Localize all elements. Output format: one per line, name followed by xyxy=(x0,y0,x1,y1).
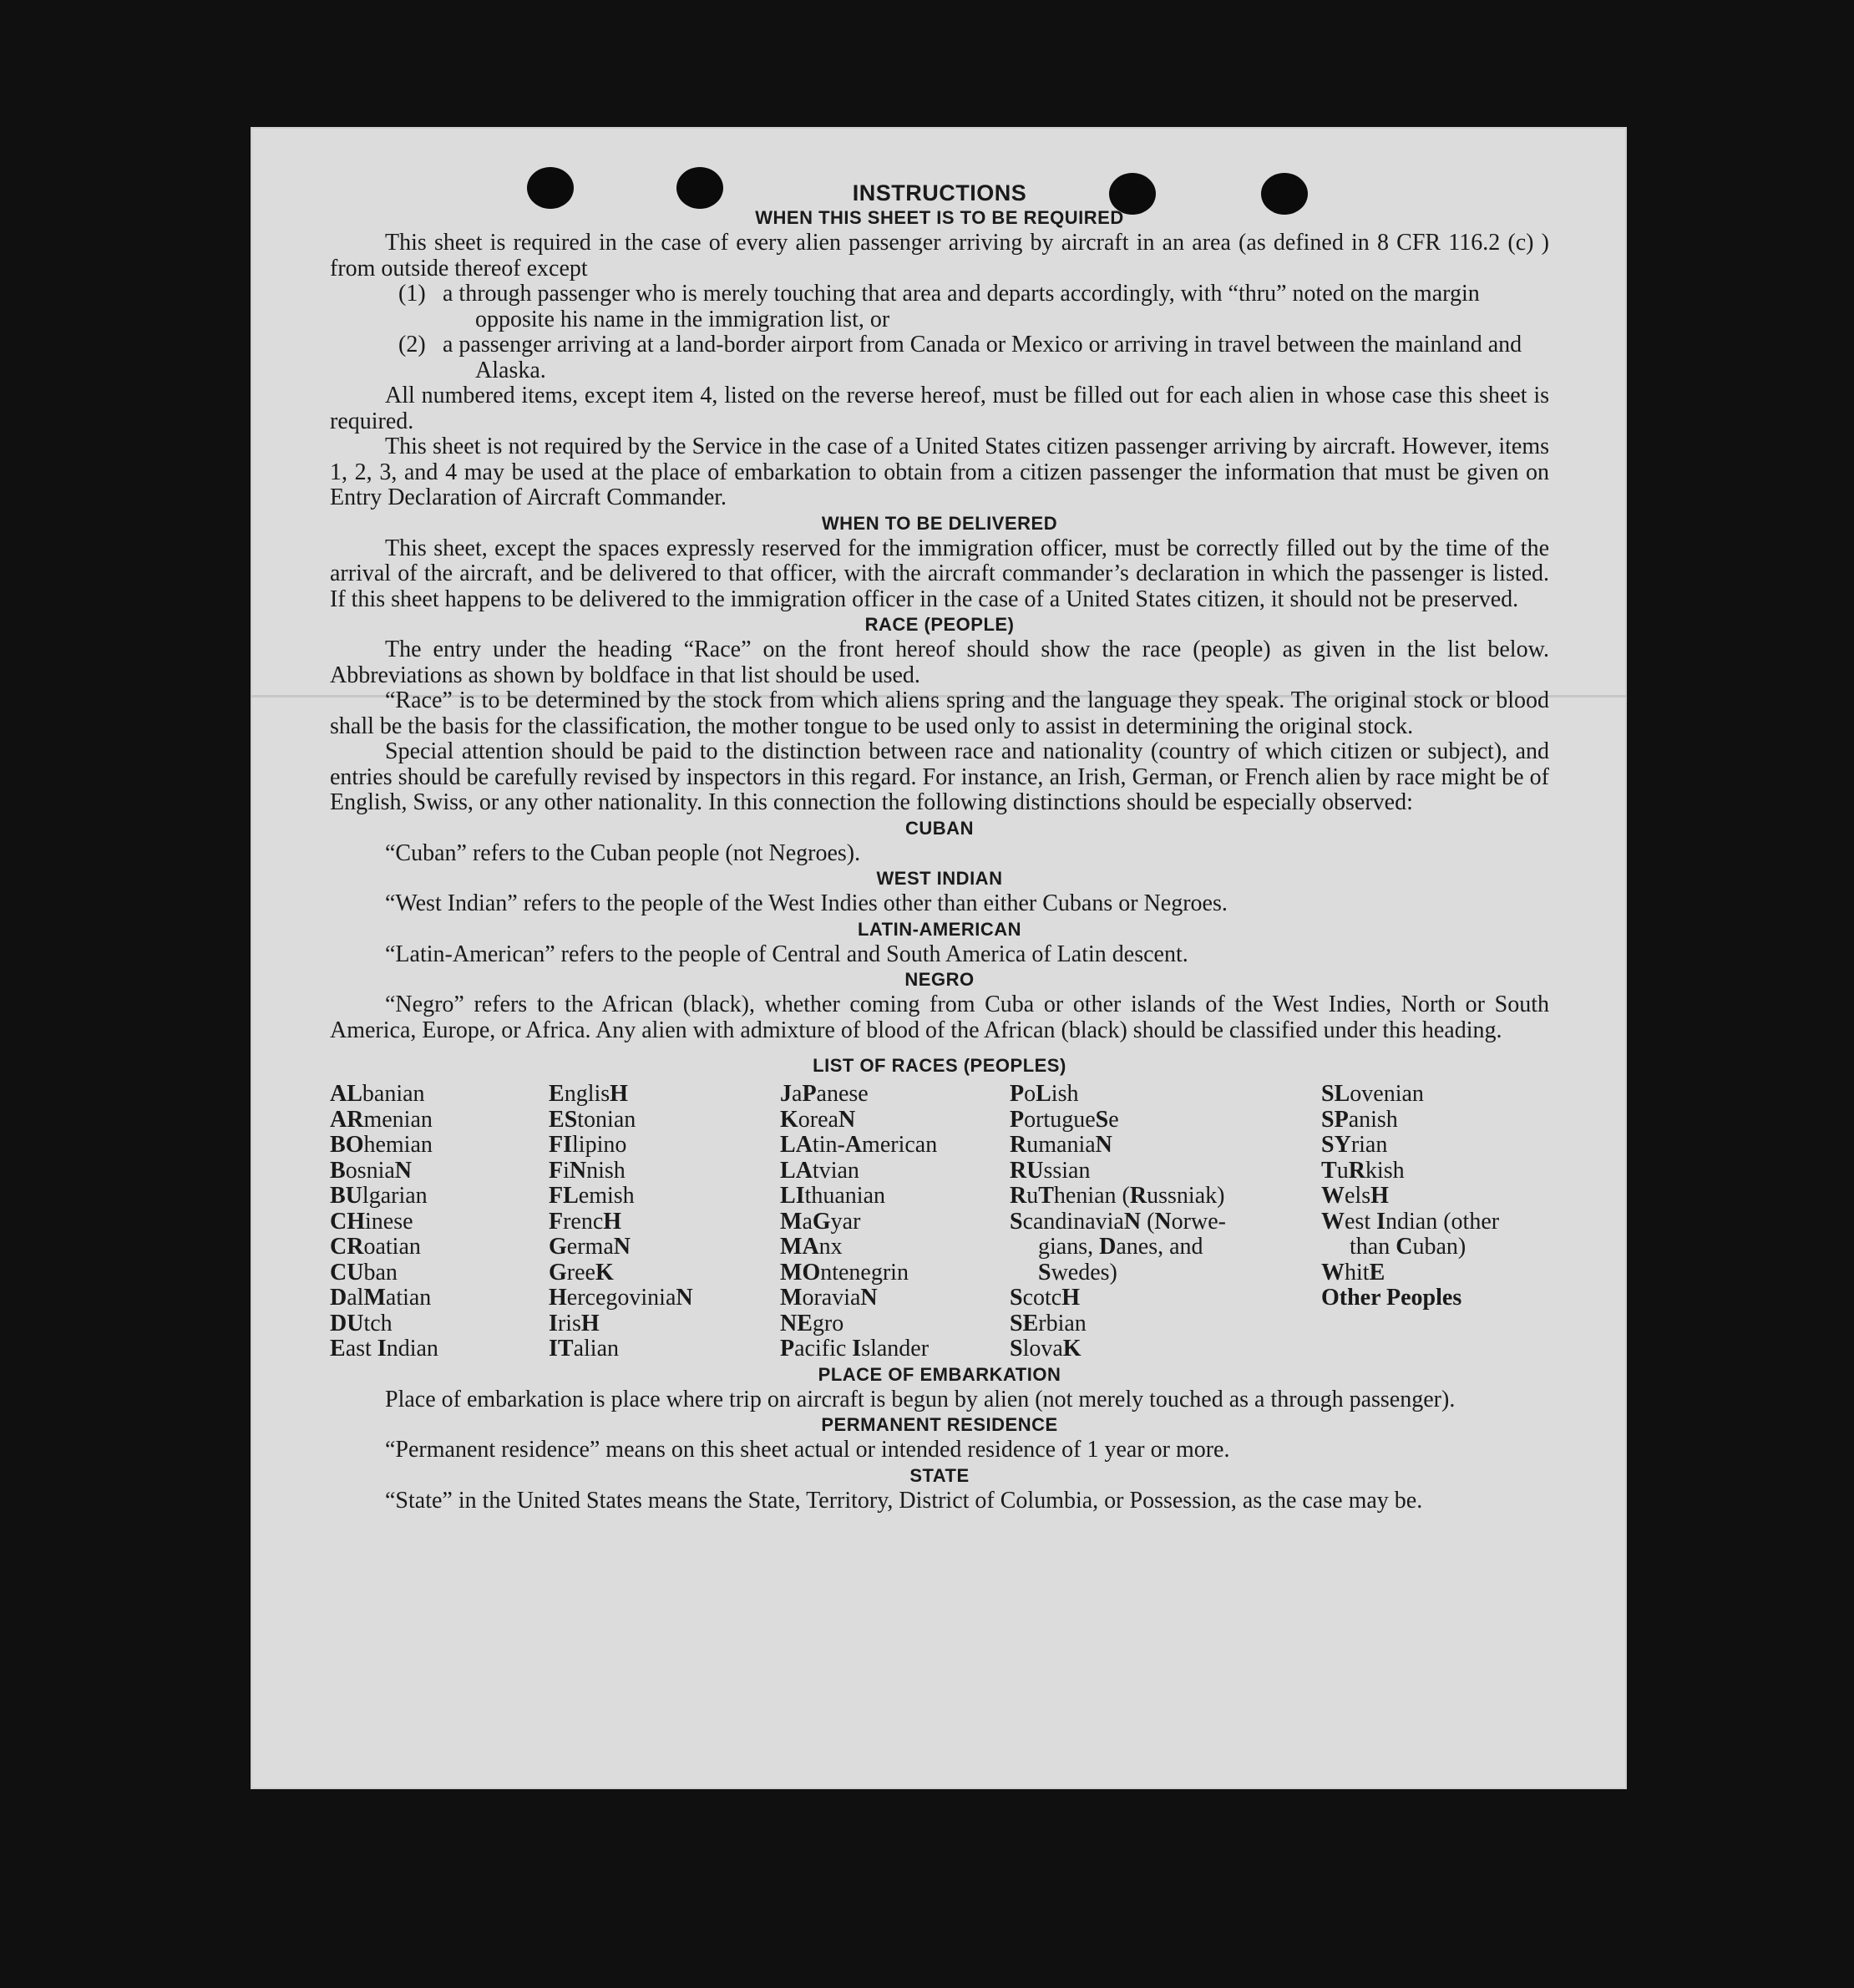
race-entry: RumaniaN xyxy=(1010,1132,1112,1158)
race-entry: East Indian xyxy=(330,1336,438,1362)
heading-place-of-embarkation: PLACE OF EMBARKATION xyxy=(818,1363,1061,1385)
paragraph: “Cuban” refers to the Cuban people (not Negroes). xyxy=(385,839,861,866)
heading-state: STATE xyxy=(909,1464,970,1486)
race-entry: MoraviaN xyxy=(780,1285,878,1311)
paragraph: Place of embarkation is place where trip on aircraft is begun by alien (not merely touched as a through passenger). xyxy=(385,1386,1456,1412)
race-entry: ScandinaviaN (Norwe- xyxy=(1010,1208,1226,1235)
race-entry: MAnx xyxy=(780,1234,843,1260)
races-column xyxy=(1321,1082,1549,1362)
race-entry: DUtch xyxy=(330,1310,393,1336)
race-entry: ALbanian xyxy=(330,1081,425,1107)
heading-permanent-residence: PERMANENT RESIDENCE xyxy=(821,1414,1058,1435)
paragraph: “Latin-American” refers to the people of Central and South America of Latin descent. xyxy=(385,941,1188,967)
race-entry: CUban xyxy=(330,1259,398,1286)
race-entry: LAtvian xyxy=(780,1157,859,1184)
race-entry: DalMatian xyxy=(330,1285,432,1311)
instructions-content xyxy=(330,180,1549,1514)
heading-when-required: WHEN THIS SHEET IS TO BE REQUIRED xyxy=(755,207,1124,228)
item-number: (1) xyxy=(398,281,426,307)
race-entry: MaGyar xyxy=(780,1208,861,1235)
race-entry: EnglisH xyxy=(549,1081,628,1107)
race-entry: RUssian xyxy=(1010,1157,1091,1184)
race-entry: BUlgarian xyxy=(330,1183,428,1209)
race-entry: SLovenian xyxy=(1321,1081,1424,1107)
race-entry: WhitE xyxy=(1321,1259,1385,1286)
paragraph: This sheet, except the spaces expressly reserved for the immigration officer, must be correctly filled out by the time of the arrival of the aircraft, and be delivered to that officer, with the aircraft commander’s declaration in which the passenger is listed. If this sheet happens to be delivered to the immigration officer in the case of a United States citizen, it should not be preserved. xyxy=(330,535,1549,612)
paragraph: “Negro” refers to the African (black), whether coming from Cuba or other islands of the West Indies, North or South America, Europe, or Africa. Any alien with admixture of blood of the African (black) should be classified under this heading. xyxy=(330,991,1549,1043)
exception-item xyxy=(398,332,1549,383)
heading-list-of-races: LIST OF RACES (PEOPLES) xyxy=(813,1055,1066,1076)
race-entry: IrisH xyxy=(549,1310,600,1336)
heading-latin-american: LATIN-AMERICAN xyxy=(857,918,1021,940)
race-entry: than Cuban) xyxy=(1350,1234,1466,1260)
race-entry: WelsH xyxy=(1321,1183,1389,1209)
race-entry: FIlipino xyxy=(549,1132,627,1158)
paragraph: “Race” is to be determined by the stock from which aliens spring and the language they speak. The original stock or blood shall be the basis for the classification, the mother tongue to be used only to assist in determining the original stock. xyxy=(330,687,1549,739)
exception-item xyxy=(398,281,1549,332)
race-entry: gians, Danes, and xyxy=(1038,1234,1203,1260)
races-column xyxy=(1010,1082,1321,1362)
race-entry: LIthuanian xyxy=(780,1183,886,1209)
paragraph: This sheet is not required by the Service in the case of a United States citizen passenger arriving by aircraft. However, items 1, 2, 3, and 4 may be used at the place of embarkation to obtain from a citizen passenger the information that must be given on Entry Declaration of Aircraft Commander. xyxy=(330,434,1549,510)
race-entry: SlovaK xyxy=(1010,1336,1082,1362)
race-entry: ScotcH xyxy=(1010,1285,1080,1311)
race-entry: Pacific Islander xyxy=(780,1336,930,1362)
item-text: a through passenger who is merely touching that area and departs accordingly, with “thru” noted on the margin opposite his name in the immigration list, or xyxy=(443,281,1480,332)
races-list xyxy=(330,1082,1549,1362)
race-entry: RuThenian (Russniak) xyxy=(1010,1183,1225,1209)
race-entry: KoreaN xyxy=(780,1106,856,1133)
heading-race: RACE (PEOPLE) xyxy=(864,614,1015,635)
race-entry: EStonian xyxy=(549,1106,636,1133)
race-entry: NEgro xyxy=(780,1310,844,1336)
item-text: a passenger arriving at a land-border airport from Canada or Mexico or arriving in travel between the mainland and Alaska. xyxy=(443,332,1522,383)
race-entry: MOntenegrin xyxy=(780,1259,909,1286)
race-entry: GermaN xyxy=(549,1234,631,1260)
race-entry: LAtin-American xyxy=(780,1132,938,1158)
race-entry: Other Peoples xyxy=(1321,1285,1462,1311)
race-entry: ITalian xyxy=(549,1336,620,1362)
race-entry: FrencH xyxy=(549,1208,622,1235)
race-entry: BosniaN xyxy=(330,1157,413,1184)
race-entry: Swedes) xyxy=(1038,1259,1117,1286)
race-entry: HercegoviniaN xyxy=(549,1285,693,1311)
races-column xyxy=(780,1082,1010,1362)
race-entry: GreeK xyxy=(549,1259,614,1286)
race-entry: CRoatian xyxy=(330,1234,421,1260)
paragraph: This sheet is required in the case of every alien passenger arriving by aircraft in an area (as defined in 8 CFR 116.2 (c) ) from outside thereof except xyxy=(330,230,1549,281)
heading-when-delivered: WHEN TO BE DELIVERED xyxy=(821,512,1058,534)
races-column xyxy=(330,1082,549,1362)
race-entry: West Indian (other xyxy=(1321,1208,1500,1235)
race-entry: FiNnish xyxy=(549,1157,626,1184)
race-entry: SErbian xyxy=(1010,1310,1087,1336)
race-entry: CHinese xyxy=(330,1208,413,1235)
race-entry: SYrian xyxy=(1321,1132,1388,1158)
races-column xyxy=(549,1082,780,1362)
heading-negro: NEGRO xyxy=(904,969,975,990)
race-entry: BOhemian xyxy=(330,1132,433,1158)
race-entry: JaPanese xyxy=(780,1081,869,1107)
paragraph: “State” in the United States means the State, Territory, District of Columbia, or Possession, as the case may be. xyxy=(385,1487,1423,1514)
heading-west-indian: WEST INDIAN xyxy=(876,868,1003,889)
page-title: INSTRUCTIONS xyxy=(852,180,1027,205)
race-entry: ARmenian xyxy=(330,1106,433,1133)
item-number: (2) xyxy=(398,332,426,358)
paragraph: “Permanent residence” means on this sheet actual or intended residence of 1 year or more. xyxy=(385,1437,1230,1463)
race-entry: PoLish xyxy=(1010,1081,1079,1107)
document-sheet xyxy=(251,127,1627,1789)
paragraph: “West Indian” refers to the people of the West Indies other than either Cubans or Negroes. xyxy=(385,890,1228,916)
paragraph: All numbered items, except item 4, listed on the reverse hereof, must be filled out for each alien in whose case this sheet is required. xyxy=(330,383,1549,434)
paragraph: The entry under the heading “Race” on the front hereof should show the race (people) as given in the list below. Abbreviations as shown by boldface in that list should be used. xyxy=(330,636,1549,688)
race-entry: FLemish xyxy=(549,1183,635,1209)
paragraph: Special attention should be paid to the distinction between race and nationality (country of which citizen or subject), and entries should be carefully revised by inspectors in this regard. For instance, an Irish, German, or French alien by race might be of English, Swiss, or any other nationality. In this connection the following distinctions should be especially observed: xyxy=(330,738,1549,815)
race-entry: PortugueSe xyxy=(1010,1106,1119,1133)
heading-cuban: CUBAN xyxy=(905,817,974,839)
race-entry: TuRkish xyxy=(1321,1157,1405,1184)
race-entry: SPanish xyxy=(1321,1106,1398,1133)
